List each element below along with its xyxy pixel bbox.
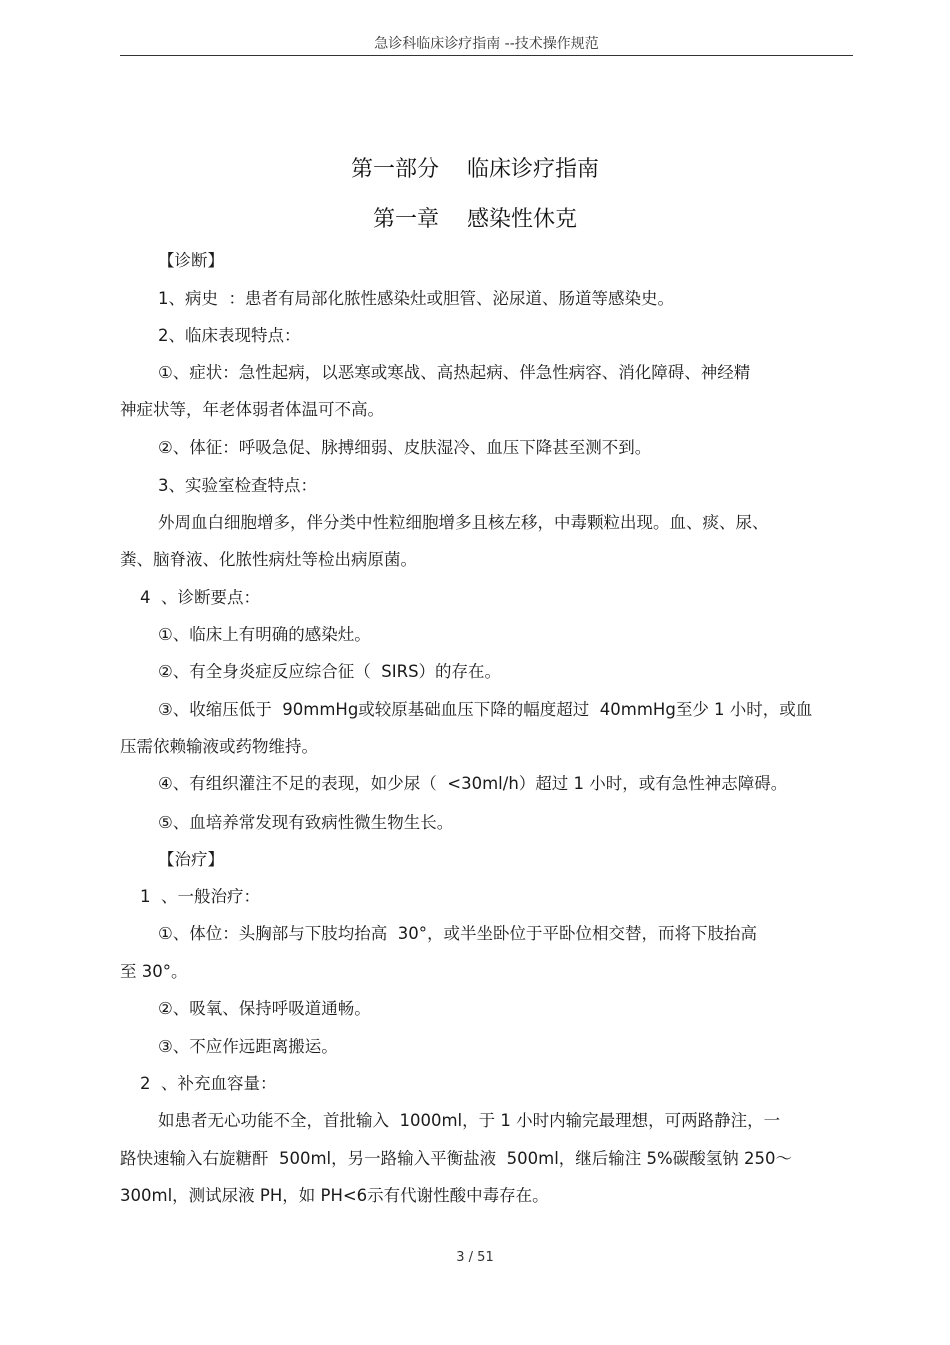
- body-line: 300ml，测试尿液 PH，如 PH<6示有代谢性酸中毒存在。: [120, 1186, 549, 1205]
- body-line: 4 、诊断要点：: [140, 588, 260, 607]
- body-line: ③、收缩压低于 90mmHg或较原基础血压下降的幅度超过 40mmHg至少 1 小时，或血: [158, 700, 813, 719]
- body-line: 压需依赖输液或药物维持。: [120, 737, 318, 756]
- section-heading-diagnosis: 【诊断】: [158, 251, 224, 270]
- body-line: 如患者无心功能不全，首批输入 1000ml，于 1 小时内输完最理想，可两路静注，一: [158, 1111, 781, 1130]
- body-line: ①、体位：头胸部与下肢均抬高 30°，或半坐卧位于平卧位相交替，而将下肢抬高: [158, 924, 758, 943]
- body-line: ②、体征：呼吸急促、脉搏细弱、皮肤湿冷、血压下降甚至测不到。: [158, 438, 652, 457]
- section-heading-treatment: 【治疗】: [158, 850, 224, 869]
- body-line: 神症状等，年老体弱者体温可不高。: [120, 400, 384, 419]
- body-line: 至 30°。: [120, 962, 188, 981]
- body-line: ④、有组织灌注不足的表现，如少尿（ <30ml/h）超过 1 小时，或有急性神志障碍。: [158, 774, 788, 793]
- part-title: 第一部分 临床诊疗指南: [351, 157, 599, 182]
- body-line: 2 、补充血容量：: [140, 1074, 277, 1093]
- body-line: ②、吸氧、保持呼吸道通畅。: [158, 999, 371, 1018]
- body-line: ②、有全身炎症反应综合征（ SIRS）的存在。: [158, 662, 502, 681]
- body-line: 外周血白细胞增多，伴分类中性粒细胞增多且核左移，中毒颗粒出现。血、痰、尿、: [158, 513, 769, 532]
- body-line: 路快速输入右旋糖酐 500ml，另一路输入平衡盐液 500ml，继后输注 5%碳酸氢钠 250～: [120, 1149, 792, 1168]
- body-line: ⑤、血培养常发现有致病性微生物生长。: [158, 813, 454, 832]
- running-header: 急诊科临床诊疗指南 --技术操作规范: [374, 36, 599, 52]
- chapter-title: 第一章 感染性休克: [373, 207, 577, 232]
- body-line: 3、实验室检查特点：: [158, 476, 317, 495]
- body-line: 1 、一般治疗：: [140, 887, 260, 906]
- body-line: 粪、脑脊液、化脓性病灶等检出病原菌。: [120, 550, 417, 569]
- body-line: 1、病史 ：患者有局部化脓性感染灶或胆管、泌尿道、肠道等感染史。: [158, 289, 674, 308]
- body-line: 2、临床表现特点：: [158, 326, 301, 345]
- body-line: ③、不应作远距离搬运。: [158, 1037, 338, 1056]
- page-number: 3 / 51: [456, 1250, 494, 1265]
- body-line: ①、症状：急性起病，以恶寒或寒战、高热起病、伴急性病容、消化障碍、神经精: [158, 363, 751, 382]
- header-rule: [120, 55, 853, 56]
- body-line: ①、临床上有明确的感染灶。: [158, 625, 371, 644]
